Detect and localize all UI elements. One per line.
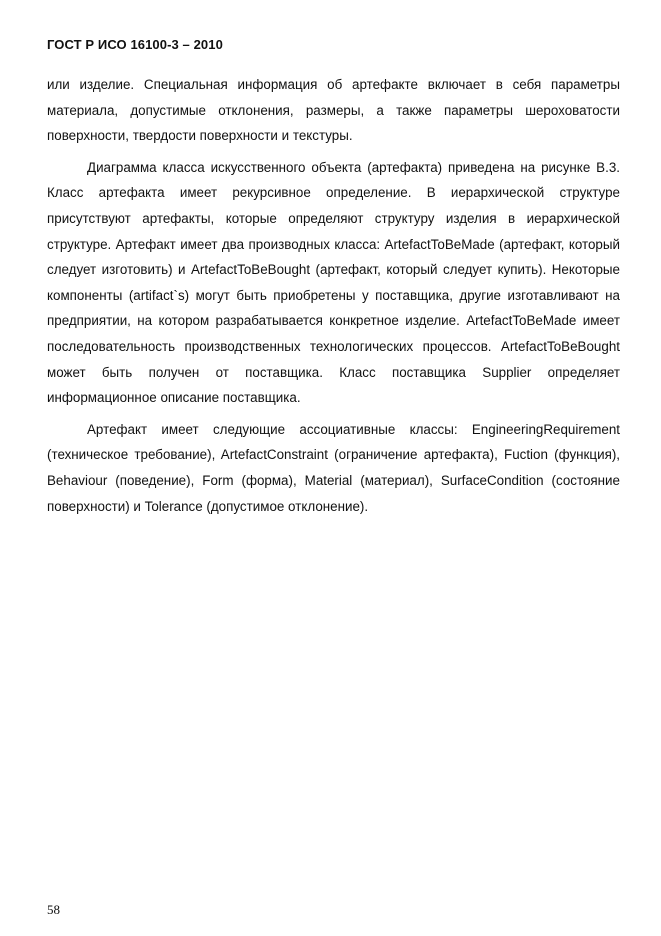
paragraph-continuation: или изделие. Специальная информация об артефакте включает в себя параметры материала, допустимые отклонения, размеры, а также параметры шероховатости поверхности, твердости поверхности и текстуры. <box>47 77 620 144</box>
paragraph-associative-classes: Артефакт имеет следующие ассоциативные классы: EngineeringRequirement (техническое требование), ArtefactConstraint (ограничение артефакта), Fuction (функция), Behaviour (поведение), Form (форма), Material (материал), SurfaceCondition (состояние поверхности) и Tolerance (допустимое отклонение). <box>47 421 620 514</box>
paragraph-artefact-diagram: Диаграмма класса искусственного объекта (артефакта) приведена на рисунке В.3. Класс артефакта имеет рекурсивное определение. В иерархической структуре присутствуют артефакты, которые определяют структуру изделия в иерархической структуре. Артефакт имеет два производных класса: ArtefactToBeMade (артефакт, который следует изготовить) и ArtefactToBeBought (артефакт, который следует купить). Некоторые компоненты (artifact`s) могут быть приобретены у поставщика, другие изготавливают на предприятии, на котором разрабатывается конкретное изделие. ArtefactToBeMade имеет последовательность производственных технологических процессов. ArtefactToBeBought может быть получен от поставщика. Класс поставщика Supplier определяет информационное описание поставщика. <box>47 159 620 406</box>
document-body <box>47 72 620 519</box>
page-number: 58 <box>47 902 60 917</box>
document-header: ГОСТ Р ИСО 16100-3 – 2010 <box>47 37 223 52</box>
